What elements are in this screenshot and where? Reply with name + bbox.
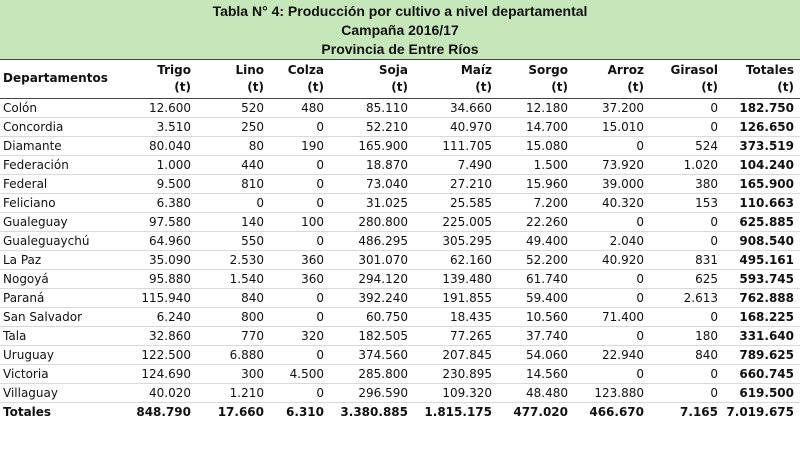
value-cell: 0 <box>650 231 724 250</box>
column-header-label: Totales <box>745 62 794 77</box>
value-cell: 15.960 <box>498 174 574 193</box>
value-cell: 0 <box>574 288 650 307</box>
value-cell: 140 <box>197 212 270 231</box>
column-header-label: Girasol <box>670 62 718 77</box>
value-cell: 40.320 <box>574 193 650 212</box>
totals-row <box>0 402 800 421</box>
row-total-cell: 104.240 <box>724 155 800 174</box>
value-cell: 18.870 <box>330 155 414 174</box>
value-cell: 12.180 <box>498 98 574 117</box>
value-cell: 440 <box>197 155 270 174</box>
value-cell: 0 <box>650 307 724 326</box>
table-row <box>0 307 800 326</box>
table-row <box>0 345 800 364</box>
value-cell: 1.500 <box>498 155 574 174</box>
column-header-unit: (t) <box>307 79 324 94</box>
value-cell: 230.895 <box>414 364 498 383</box>
totals-label: Totales <box>0 402 124 421</box>
value-cell: 840 <box>650 345 724 364</box>
value-cell: 12.600 <box>124 98 197 117</box>
value-cell: 800 <box>197 307 270 326</box>
value-cell: 550 <box>197 231 270 250</box>
department-cell: San Salvador <box>0 307 124 326</box>
value-cell: 300 <box>197 364 270 383</box>
value-cell: 48.480 <box>498 383 574 402</box>
row-total-cell: 373.519 <box>724 136 800 155</box>
column-header <box>414 60 498 98</box>
value-cell: 10.560 <box>498 307 574 326</box>
value-cell: 34.660 <box>414 98 498 117</box>
value-cell: 7.490 <box>414 155 498 174</box>
column-header-unit: (t) <box>174 79 191 94</box>
table-row <box>0 250 800 269</box>
value-cell: 14.560 <box>498 364 574 383</box>
value-cell: 122.500 <box>124 345 197 364</box>
table-row <box>0 231 800 250</box>
row-total-cell: 168.225 <box>724 307 800 326</box>
row-total-cell: 165.900 <box>724 174 800 193</box>
value-cell: 2.613 <box>650 288 724 307</box>
value-cell: 80 <box>197 136 270 155</box>
value-cell: 0 <box>270 155 330 174</box>
row-total-cell: 619.500 <box>724 383 800 402</box>
table-row <box>0 155 800 174</box>
row-total-cell: 762.888 <box>724 288 800 307</box>
value-cell: 62.160 <box>414 250 498 269</box>
totals-cell: 848.790 <box>124 402 197 421</box>
table-title: Tabla N° 4: Producción por cultivo a nivel departamental <box>212 3 588 19</box>
table-body <box>0 98 800 402</box>
value-cell: 0 <box>650 364 724 383</box>
value-cell: 520 <box>197 98 270 117</box>
column-header-label: Sorgo <box>528 62 568 77</box>
value-cell: 6.240 <box>124 307 197 326</box>
department-cell: Uruguay <box>0 345 124 364</box>
column-header-label: Lino <box>235 62 264 77</box>
value-cell: 0 <box>574 269 650 288</box>
column-header-unit: (t) <box>391 79 408 94</box>
value-cell: 80.040 <box>124 136 197 155</box>
table-row <box>0 117 800 136</box>
value-cell: 190 <box>270 136 330 155</box>
value-cell: 250 <box>197 117 270 136</box>
row-total-cell: 660.745 <box>724 364 800 383</box>
value-cell: 40.920 <box>574 250 650 269</box>
value-cell: 625 <box>650 269 724 288</box>
value-cell: 320 <box>270 326 330 345</box>
value-cell: 0 <box>574 364 650 383</box>
value-cell: 64.960 <box>124 231 197 250</box>
value-cell: 95.880 <box>124 269 197 288</box>
value-cell: 60.750 <box>330 307 414 326</box>
totals-cell: 1.815.175 <box>414 402 498 421</box>
row-total-cell: 110.663 <box>724 193 800 212</box>
value-cell: 1.210 <box>197 383 270 402</box>
value-cell: 124.690 <box>124 364 197 383</box>
column-header-unit: (t) <box>475 79 492 94</box>
department-cell: Villaguay <box>0 383 124 402</box>
value-cell: 486.295 <box>330 231 414 250</box>
department-cell: La Paz <box>0 250 124 269</box>
column-header-unit: (t) <box>247 79 264 94</box>
table-row <box>0 383 800 402</box>
value-cell: 61.740 <box>498 269 574 288</box>
column-header-label: Maíz <box>460 62 492 77</box>
department-cell: Gualeguaychú <box>0 231 124 250</box>
value-cell: 280.800 <box>330 212 414 231</box>
department-cell: Concordia <box>0 117 124 136</box>
department-cell: Federal <box>0 174 124 193</box>
value-cell: 360 <box>270 269 330 288</box>
column-header <box>330 60 414 98</box>
value-cell: 39.000 <box>574 174 650 193</box>
value-cell: 49.400 <box>498 231 574 250</box>
column-header <box>270 60 330 98</box>
value-cell: 0 <box>574 326 650 345</box>
department-cell: Nogoyá <box>0 269 124 288</box>
value-cell: 2.040 <box>574 231 650 250</box>
value-cell: 77.265 <box>414 326 498 345</box>
table-row <box>0 193 800 212</box>
value-cell: 392.240 <box>330 288 414 307</box>
totals-cell: 3.380.885 <box>330 402 414 421</box>
department-cell: Federación <box>0 155 124 174</box>
column-header <box>0 60 124 98</box>
value-cell: 831 <box>650 250 724 269</box>
table-title-block <box>0 0 800 60</box>
value-cell: 840 <box>197 288 270 307</box>
value-cell: 111.705 <box>414 136 498 155</box>
column-header-unit: (t) <box>551 79 568 94</box>
row-total-cell: 331.640 <box>724 326 800 345</box>
value-cell: 2.530 <box>197 250 270 269</box>
column-header-unit: (t) <box>777 79 794 94</box>
value-cell: 4.500 <box>270 364 330 383</box>
table-row <box>0 136 800 155</box>
table-row <box>0 174 800 193</box>
table-subtitle-province: Provincia de Entre Ríos <box>321 41 479 57</box>
row-total-cell: 126.650 <box>724 117 800 136</box>
table-subtitle-campaign: Campaña 2016/17 <box>341 22 459 38</box>
value-cell: 810 <box>197 174 270 193</box>
value-cell: 285.800 <box>330 364 414 383</box>
value-cell: 15.080 <box>498 136 574 155</box>
value-cell: 85.110 <box>330 98 414 117</box>
value-cell: 32.860 <box>124 326 197 345</box>
value-cell: 27.210 <box>414 174 498 193</box>
value-cell: 109.320 <box>414 383 498 402</box>
value-cell: 59.400 <box>498 288 574 307</box>
value-cell: 480 <box>270 98 330 117</box>
value-cell: 153 <box>650 193 724 212</box>
value-cell: 305.295 <box>414 231 498 250</box>
value-cell: 0 <box>270 307 330 326</box>
value-cell: 52.200 <box>498 250 574 269</box>
column-header-label: Arroz <box>607 62 644 77</box>
value-cell: 360 <box>270 250 330 269</box>
table-row <box>0 98 800 117</box>
column-header-label: Soja <box>378 62 408 77</box>
department-cell: Feliciano <box>0 193 124 212</box>
value-cell: 0 <box>650 98 724 117</box>
table-row <box>0 326 800 345</box>
table-row <box>0 364 800 383</box>
column-header-unit: (t) <box>701 79 718 94</box>
value-cell: 165.900 <box>330 136 414 155</box>
value-cell: 0 <box>270 383 330 402</box>
value-cell: 524 <box>650 136 724 155</box>
value-cell: 1.020 <box>650 155 724 174</box>
value-cell: 31.025 <box>330 193 414 212</box>
value-cell: 225.005 <box>414 212 498 231</box>
value-cell: 296.590 <box>330 383 414 402</box>
value-cell: 73.040 <box>330 174 414 193</box>
department-cell: Gualeguay <box>0 212 124 231</box>
value-cell: 6.380 <box>124 193 197 212</box>
department-cell: Diamante <box>0 136 124 155</box>
value-cell: 71.400 <box>574 307 650 326</box>
value-cell: 0 <box>197 193 270 212</box>
value-cell: 301.070 <box>330 250 414 269</box>
value-cell: 73.920 <box>574 155 650 174</box>
column-header-label: Trigo <box>157 62 191 77</box>
value-cell: 0 <box>650 117 724 136</box>
column-header <box>197 60 270 98</box>
value-cell: 139.480 <box>414 269 498 288</box>
value-cell: 1.000 <box>124 155 197 174</box>
value-cell: 100 <box>270 212 330 231</box>
department-cell: Tala <box>0 326 124 345</box>
totals-cell: 6.310 <box>270 402 330 421</box>
value-cell: 97.580 <box>124 212 197 231</box>
value-cell: 0 <box>650 383 724 402</box>
value-cell: 0 <box>574 212 650 231</box>
value-cell: 115.940 <box>124 288 197 307</box>
table-row <box>0 212 800 231</box>
column-header-label: Colza <box>287 62 324 77</box>
column-header <box>498 60 574 98</box>
value-cell: 14.700 <box>498 117 574 136</box>
value-cell: 0 <box>270 174 330 193</box>
value-cell: 15.010 <box>574 117 650 136</box>
table-row <box>0 269 800 288</box>
totals-cell: 7.165 <box>650 402 724 421</box>
value-cell: 0 <box>270 231 330 250</box>
value-cell: 0 <box>270 345 330 364</box>
column-header-label: Departamentos <box>3 71 108 86</box>
totals-cell: 466.670 <box>574 402 650 421</box>
row-total-cell: 625.885 <box>724 212 800 231</box>
value-cell: 0 <box>270 193 330 212</box>
value-cell: 18.435 <box>414 307 498 326</box>
department-cell: Victoria <box>0 364 124 383</box>
row-total-cell: 182.750 <box>724 98 800 117</box>
column-header <box>724 60 800 98</box>
value-cell: 0 <box>270 288 330 307</box>
totals-cell: 17.660 <box>197 402 270 421</box>
value-cell: 770 <box>197 326 270 345</box>
value-cell: 3.510 <box>124 117 197 136</box>
column-header <box>650 60 724 98</box>
value-cell: 380 <box>650 174 724 193</box>
value-cell: 191.855 <box>414 288 498 307</box>
value-cell: 22.260 <box>498 212 574 231</box>
value-cell: 35.090 <box>124 250 197 269</box>
row-total-cell: 593.745 <box>724 269 800 288</box>
value-cell: 7.200 <box>498 193 574 212</box>
value-cell: 52.210 <box>330 117 414 136</box>
value-cell: 374.560 <box>330 345 414 364</box>
row-total-cell: 908.540 <box>724 231 800 250</box>
column-header <box>574 60 650 98</box>
table-row <box>0 288 800 307</box>
totals-cell: 7.019.675 <box>724 402 800 421</box>
value-cell: 54.060 <box>498 345 574 364</box>
totals-cell: 477.020 <box>498 402 574 421</box>
header-row <box>0 60 800 98</box>
value-cell: 0 <box>574 136 650 155</box>
value-cell: 1.540 <box>197 269 270 288</box>
value-cell: 9.500 <box>124 174 197 193</box>
value-cell: 180 <box>650 326 724 345</box>
value-cell: 294.120 <box>330 269 414 288</box>
value-cell: 37.740 <box>498 326 574 345</box>
row-total-cell: 495.161 <box>724 250 800 269</box>
value-cell: 25.585 <box>414 193 498 212</box>
column-header <box>124 60 197 98</box>
value-cell: 6.880 <box>197 345 270 364</box>
value-cell: 123.880 <box>574 383 650 402</box>
value-cell: 37.200 <box>574 98 650 117</box>
value-cell: 182.505 <box>330 326 414 345</box>
value-cell: 207.845 <box>414 345 498 364</box>
value-cell: 40.020 <box>124 383 197 402</box>
row-total-cell: 789.625 <box>724 345 800 364</box>
value-cell: 22.940 <box>574 345 650 364</box>
column-header-unit: (t) <box>627 79 644 94</box>
value-cell: 40.970 <box>414 117 498 136</box>
value-cell: 0 <box>650 212 724 231</box>
department-cell: Colón <box>0 98 124 117</box>
value-cell: 0 <box>270 117 330 136</box>
department-cell: Paraná <box>0 288 124 307</box>
production-table <box>0 60 800 421</box>
